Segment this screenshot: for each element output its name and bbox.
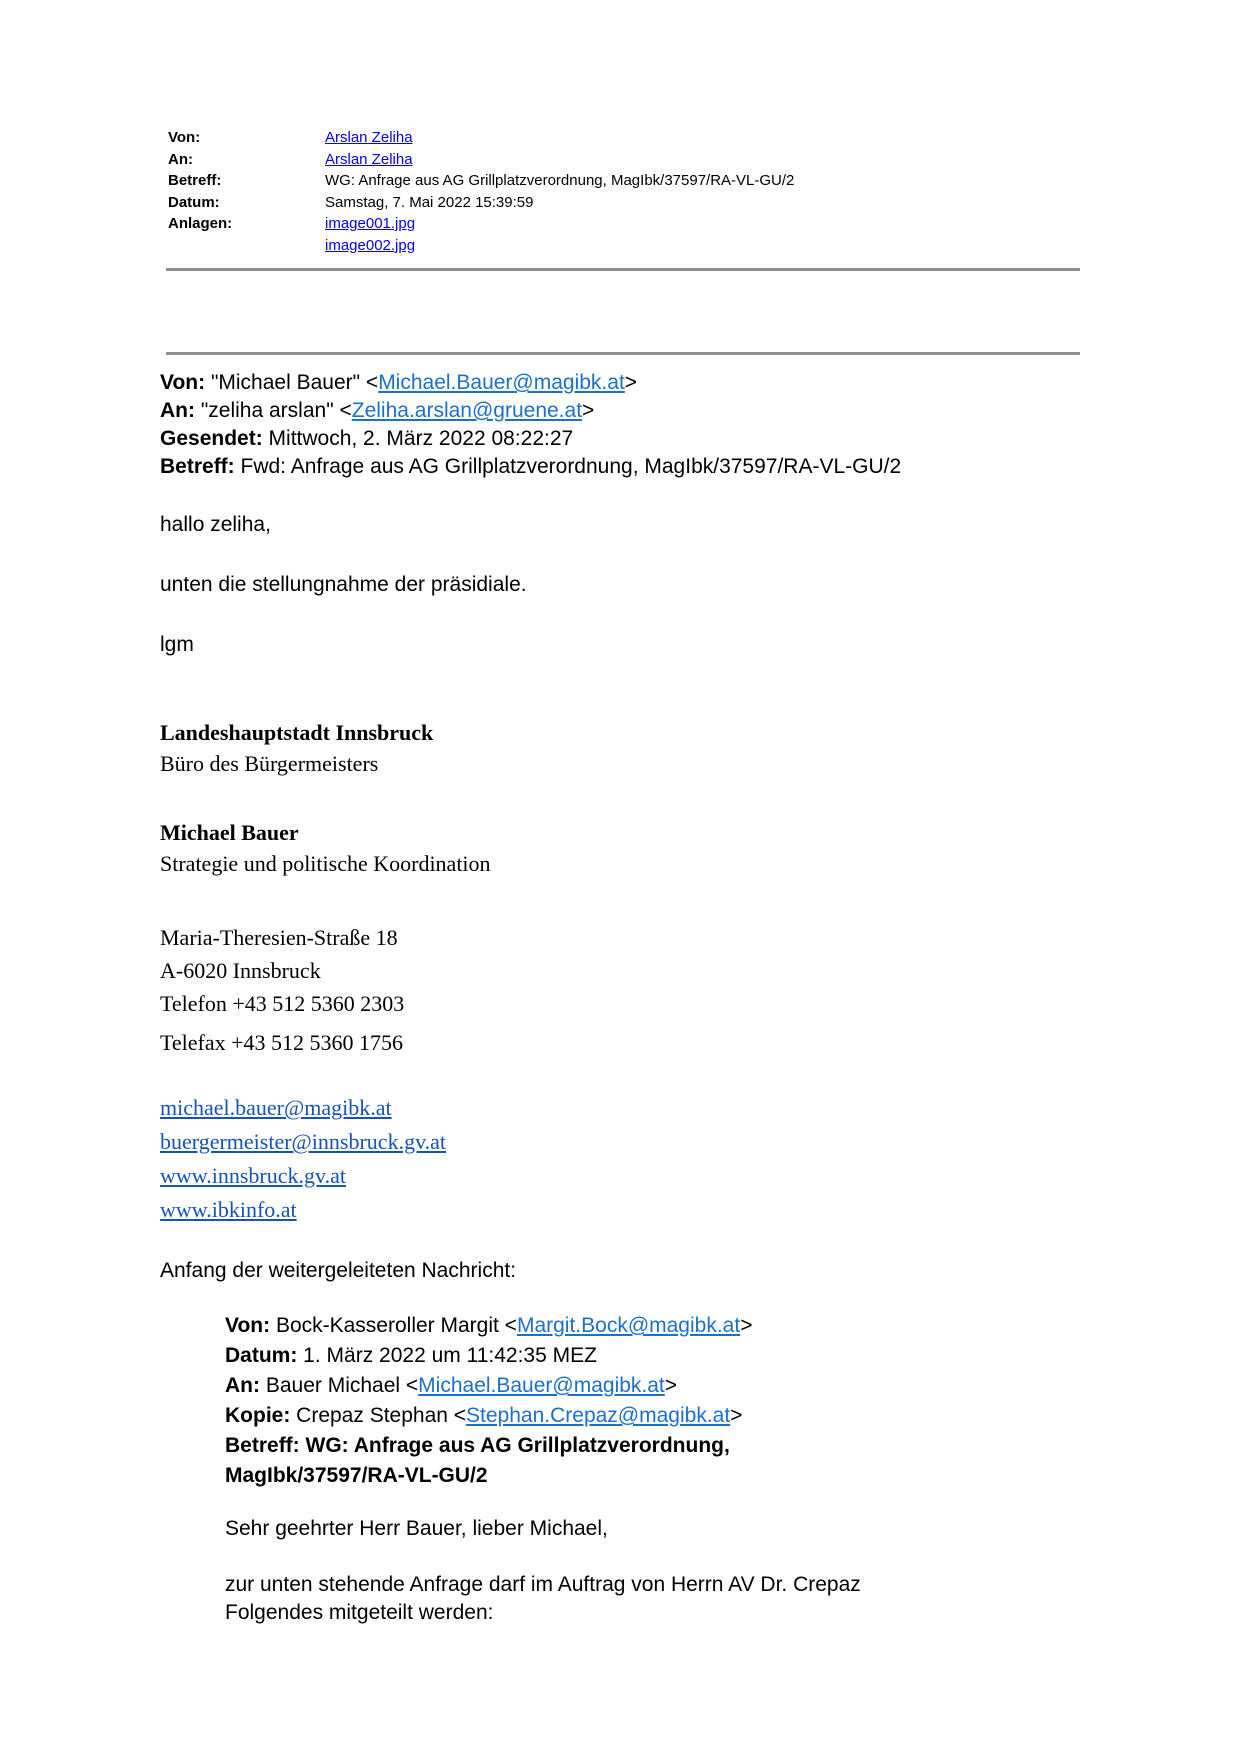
forward-paragraph	[225, 1571, 1100, 1627]
meta-to-label: An:	[160, 399, 195, 422]
header-row-subject	[168, 170, 794, 192]
meta-to-link[interactable]: Zeliha.arslan@gruene.at	[351, 399, 583, 422]
body-line-1: unten die stellungnahme der präsidiale.	[160, 573, 527, 596]
divider-body	[166, 352, 1080, 355]
forward-cc-link[interactable]: Stephan.Crepaz@magibk.at	[466, 1404, 731, 1427]
attachment-link-image001[interactable]: image001.jpg	[325, 215, 416, 232]
forward-to-label: An:	[225, 1374, 260, 1397]
subject-label: Betreff:	[168, 172, 222, 189]
to-label: An:	[168, 150, 193, 168]
meta-from-label: Von:	[160, 371, 206, 394]
to-link[interactable]: Arslan Zeliha	[325, 150, 413, 168]
signature-org: Landeshauptstadt Innsbruck	[160, 720, 434, 745]
forward-subject-line-1: Betreff: WG: Anfrage aus AG Grillplatzverordnung,	[225, 1434, 730, 1457]
date-label: Datum:	[168, 193, 220, 211]
signature-phone: Telefon +43 512 5360 2303	[160, 991, 405, 1016]
header-row-date	[168, 192, 794, 214]
meta-subject-value: Fwd: Anfrage aus AG Grillplatzverordnung, MagIbk/37597/RA-VL-GU/2	[234, 455, 902, 478]
forward-header-block	[225, 1311, 1100, 1491]
forward-intro-text: Anfang der weitergeleiteten Nachricht:	[160, 1259, 517, 1282]
signature-name: Michael Bauer	[160, 820, 299, 845]
quoted-meta-block	[160, 369, 1100, 481]
forward-from-link[interactable]: Margit.Bock@magibk.at	[516, 1314, 741, 1337]
header-row-from	[168, 127, 794, 149]
meta-to-line	[160, 397, 1100, 425]
body-line-2: lgm	[160, 633, 194, 656]
signature-dept: Büro des Bürgermeisters	[160, 751, 379, 776]
forward-to-line	[225, 1371, 1100, 1401]
meta-sent-value: Mittwoch, 2. März 2022 08:22:27	[262, 427, 574, 450]
forward-date-value: 1. März 2022 um 11:42:35 MEZ	[297, 1344, 597, 1367]
signature-email-office-link[interactable]: buergermeister@innsbruck.gv.at	[160, 1129, 447, 1154]
forward-from-close: >	[740, 1314, 753, 1337]
forward-salutation: Sehr geehrter Herr Bauer, lieber Michael,	[225, 1517, 608, 1540]
subject-value: WG: Anfrage aus AG Grillplatzverordnung, MagIbk/37597/RA-VL-GU/2	[325, 172, 795, 189]
greeting-text: hallo zeliha,	[160, 513, 271, 536]
email-body	[160, 369, 1100, 1627]
signature-infoportal-link[interactable]: www.ibkinfo.at	[160, 1197, 297, 1222]
attachment-link-image002[interactable]: image002.jpg	[325, 236, 416, 254]
signature-name-block	[160, 817, 1100, 879]
attachments-label: Anlagen:	[168, 215, 233, 232]
date-value: Samstag, 7. Mai 2022 15:39:59	[325, 193, 534, 211]
signature-email-personal-link[interactable]: michael.bauer@magibk.at	[160, 1095, 392, 1120]
meta-from-line	[160, 369, 1100, 397]
forward-from-label: Von:	[225, 1314, 271, 1337]
from-link[interactable]: Arslan Zeliha	[325, 129, 413, 146]
forward-to-name: Bauer Michael <	[260, 1374, 419, 1397]
forward-paragraph-line-2: Folgendes mitgeteilt werden:	[225, 1601, 494, 1624]
forward-cc-close: >	[730, 1404, 743, 1427]
forward-to-link[interactable]: Michael.Bauer@magibk.at	[418, 1374, 665, 1397]
forward-date-label: Datum:	[225, 1344, 298, 1367]
meta-sent-label: Gesendet:	[160, 427, 263, 450]
forward-paragraph-line-1: zur unten stehende Anfrage darf im Auftrag von Herrn AV Dr. Crepaz	[225, 1573, 861, 1596]
header-row-to	[168, 149, 794, 171]
forward-cc-line	[225, 1401, 1100, 1431]
signature-city: A-6020 Innsbruck	[160, 958, 321, 983]
meta-from-link[interactable]: Michael.Bauer@magibk.at	[378, 371, 625, 394]
message-header	[168, 127, 794, 256]
signature-org-block	[160, 717, 1100, 779]
meta-from-name: "Michael Bauer" <	[205, 371, 379, 394]
signature-street: Maria-Theresien-Straße 18	[160, 925, 398, 950]
forward-from-name: Bock-Kasseroller Margit <	[270, 1314, 517, 1337]
forward-from-line	[225, 1311, 1100, 1341]
signature-links-block	[160, 1091, 1100, 1227]
forward-to-close: >	[664, 1374, 678, 1397]
signature-address-block	[160, 921, 1100, 1059]
divider-top	[166, 268, 1080, 271]
meta-subject-line	[160, 453, 1100, 481]
signature-fax: Telefax +43 512 5360 1756	[160, 1030, 404, 1055]
meta-to-close: >	[582, 399, 595, 422]
signature-role: Strategie und politische Koordination	[160, 851, 491, 876]
header-row-attachments	[168, 213, 794, 256]
meta-from-close: >	[624, 371, 638, 394]
meta-to-name: "zeliha arslan" <	[195, 399, 352, 422]
forward-date-line	[225, 1341, 1100, 1371]
from-label: Von:	[168, 129, 201, 146]
forward-subject-line-2: MagIbk/37597/RA-VL-GU/2	[225, 1464, 488, 1487]
forward-cc-name: Crepaz Stephan <	[290, 1404, 467, 1427]
meta-sent-line	[160, 425, 1100, 453]
forward-cc-label: Kopie:	[225, 1404, 291, 1427]
meta-subject-label: Betreff:	[160, 455, 235, 478]
signature-website-link[interactable]: www.innsbruck.gv.at	[160, 1163, 346, 1188]
